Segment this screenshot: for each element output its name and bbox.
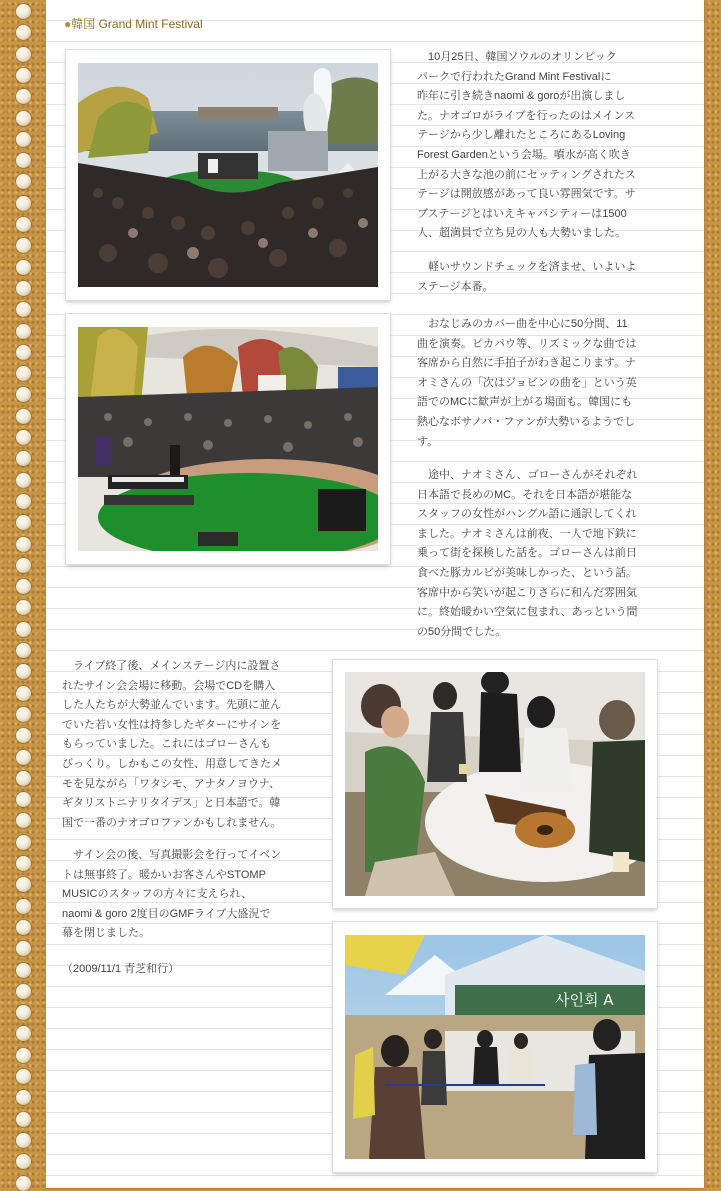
- binder-hole-icon: [16, 132, 31, 147]
- binder-hole-icon: [16, 1112, 31, 1127]
- binder-hole-icon: [16, 47, 31, 62]
- binder-hole-icon: [16, 153, 31, 168]
- binder-hole-icon: [16, 68, 31, 83]
- binder-hole-icon: [16, 1176, 31, 1191]
- binder-hole-icon: [16, 963, 31, 978]
- binder-hole-icon: [16, 217, 31, 232]
- binder-hole-icon: [16, 345, 31, 360]
- binder-hole-icon: [16, 1005, 31, 1020]
- binder-hole-icon: [16, 4, 31, 19]
- binder-hole-icon: [16, 941, 31, 956]
- binder-hole-icon: [16, 1026, 31, 1041]
- binder-hole-icon: [16, 366, 31, 381]
- photo-autograph-session: [333, 660, 657, 908]
- binder-hole-icon: [16, 728, 31, 743]
- binder-hole-icon: [16, 324, 31, 339]
- binder-hole-icon: [16, 25, 31, 40]
- binder-hole-icon: [16, 494, 31, 509]
- binder-hole-icon: [16, 813, 31, 828]
- binder-hole-icon: [16, 409, 31, 424]
- binder-hole-icon: [16, 451, 31, 466]
- article-paragraph-5: ライブ終了後、メインステージ内に設置さ れたサイン会会場に移動。会場でCDを購入 した人たちが大勢並んでいます。先頭に並ん でいた若い女性は持参したギターにサインを もらっていました。これにはゴローさんも びっくり。しかもこの女性、用意してきたメ モを見ながら「ワタシモ、アナタノヨウナ、 ギタリストニナリタイデス」と日本語で。韓 国で一番のナオゴロファンかもしれません。: [62, 660, 282, 829]
- signing-sign-text: 사인회 A: [555, 991, 614, 1009]
- binder-hole-icon: [16, 707, 31, 722]
- binder-hole-icon: [16, 877, 31, 892]
- binder-hole-icon: [16, 643, 31, 658]
- heading-text: 韓国 Grand Mint Festival: [71, 17, 203, 31]
- binder-hole-icon: [16, 1133, 31, 1148]
- binder-holes: [12, 0, 40, 1188]
- binder-hole-icon: [16, 664, 31, 679]
- photo-signing-tent: [333, 922, 657, 1172]
- binder-hole-icon: [16, 1090, 31, 1105]
- live-performance-image: [78, 327, 378, 551]
- binder-hole-icon: [16, 238, 31, 253]
- binder-hole-icon: [16, 430, 31, 445]
- binder-hole-icon: [16, 89, 31, 104]
- binder-hole-icon: [16, 856, 31, 871]
- binder-hole-icon: [16, 1048, 31, 1063]
- binder-hole-icon: [16, 1154, 31, 1169]
- article-paragraph-6: サイン会の後、写真撮影会を行ってイベン トは無事終了。暖かいお客さんやSTOMP MUSICのスタッフの方々に支えられ、 naomi & goro 2度目のGMFライブ大盛況で 幕を閉じました。: [62, 849, 282, 940]
- binder-hole-icon: [16, 984, 31, 999]
- signing-tent-image: [345, 935, 645, 1159]
- photo-festival-stage: [66, 50, 390, 300]
- binder-hole-icon: [16, 899, 31, 914]
- binder-hole-icon: [16, 771, 31, 786]
- article-paragraph-3: おなじみのカバー曲を中心に50分間、11 曲を演奏。ピカパウ等、リズミックな曲では 客席から自然に手拍子がわき起こります。ナ オミさんの「次はジョビンの曲を」という英 語でのMCに歓声が上がる場面も。韓国にも 熱心なボサノバ・ファンが大勢いるようでし す。: [417, 318, 637, 448]
- festival-stage-image: [78, 63, 378, 287]
- binder-hole-icon: [16, 515, 31, 530]
- page-heading: [64, 15, 203, 32]
- article-paragraph-2: 軽いサウンドチェックを済ませ、いよいよ ステージ本番。: [417, 261, 637, 293]
- binder-hole-icon: [16, 558, 31, 573]
- binder-hole-icon: [16, 111, 31, 126]
- binder-hole-icon: [16, 750, 31, 765]
- binder-hole-icon: [16, 473, 31, 488]
- binder-hole-icon: [16, 579, 31, 594]
- binder-hole-icon: [16, 387, 31, 402]
- autograph-session-image: [345, 672, 645, 896]
- binder-hole-icon: [16, 302, 31, 317]
- binder-hole-icon: [16, 281, 31, 296]
- binder-hole-icon: [16, 537, 31, 552]
- binder-hole-icon: [16, 1069, 31, 1084]
- photo-live-performance: [66, 314, 390, 564]
- article-paragraph-1: 10月25日、韓国ソウルのオリンピック パークで行われたGrand Mint Festivalに 昨年に引き続きnaomi & goroが出演しまし た。ナオゴロがライブを行ったのはメインス テージから少し離れたところにあるLoving Forest Gardenという会場。噴水が高く吹き 上がる大きな池の前にセッティングされたス テージは開放感があって良い雰囲気です。サ ブステージとはいえキャパシティーは1500 人、超満員で立ち見の人も大勢いました。: [417, 51, 636, 240]
- heading-bullet-icon: ●: [64, 17, 72, 31]
- binder-hole-icon: [16, 600, 31, 615]
- article-byline: （2009/11/1 青芝和行）: [62, 963, 180, 975]
- binder-hole-icon: [16, 196, 31, 211]
- binder-hole-icon: [16, 622, 31, 637]
- binder-hole-icon: [16, 792, 31, 807]
- binder-hole-icon: [16, 835, 31, 850]
- binder-hole-icon: [16, 174, 31, 189]
- binder-hole-icon: [16, 920, 31, 935]
- binder-hole-icon: [16, 686, 31, 701]
- binder-hole-icon: [16, 260, 31, 275]
- article-paragraph-4: 途中、ナオミさん、ゴローさんがそれぞれ 日本語で長めのMC。それを日本語が堪能な スタッフの女性がハングル語に通訳してくれ ました。ナオミさんは前夜、一人で地下鉄に 乗って街を探検した話を。ゴローさんは前日 食べた豚カルビが美味しかった、という話。 客席中から笑いが起こりさらに和んだ雰囲気 に。終始暖かい空気に包まれ、あっという間 の50分間でした。: [417, 469, 638, 638]
